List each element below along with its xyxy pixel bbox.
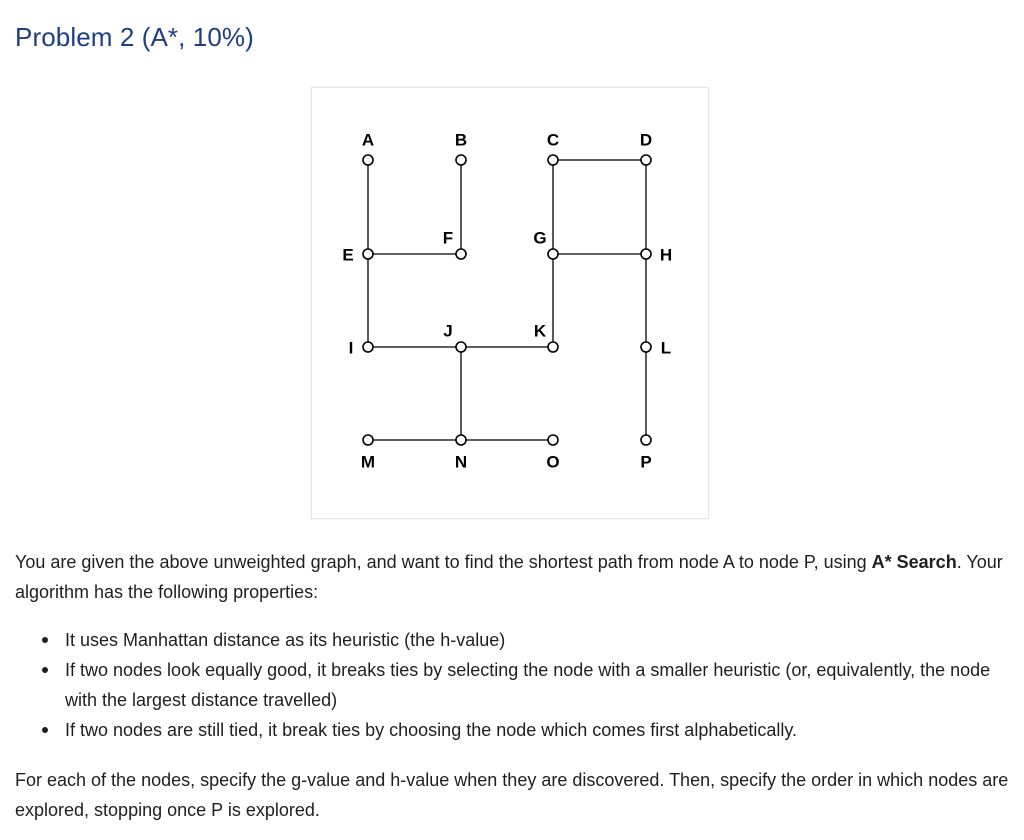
graph-figure — [311, 87, 709, 519]
node-b — [456, 155, 466, 165]
node-label-f: F — [442, 228, 454, 248]
node-label-b: B — [454, 130, 468, 150]
problem-title: Problem 2 (A*, 10%) — [15, 22, 254, 52]
intro-bold-term: A* Search — [871, 552, 957, 572]
node-e — [363, 249, 373, 259]
node-a — [363, 155, 373, 165]
node-label-n: N — [454, 452, 468, 472]
node-n — [456, 435, 466, 445]
property-item: If two nodes are still tied, it break ties by choosing the node which comes first alphabetically. — [15, 715, 1010, 745]
node-label-g: G — [533, 228, 547, 248]
node-label-o: O — [546, 452, 560, 472]
property-item: If two nodes look equally good, it breaks ties by selecting the node with a smaller heuristic (or, equivalently, the node with the largest distance travelled) — [15, 655, 1010, 715]
node-label-a: A — [361, 130, 375, 150]
node-label-c: C — [546, 130, 560, 150]
node-label-e: E — [342, 245, 354, 265]
node-label-h: H — [659, 245, 673, 265]
node-label-m: M — [360, 452, 376, 472]
node-g — [548, 249, 558, 259]
node-h — [641, 249, 651, 259]
node-label-d: D — [639, 130, 653, 150]
node-label-j: J — [443, 321, 453, 341]
node-d — [641, 155, 651, 165]
intro-paragraph — [15, 547, 1010, 607]
node-label-i: I — [348, 338, 354, 358]
node-label-k: K — [533, 321, 547, 341]
node-c — [548, 155, 558, 165]
node-l — [641, 342, 651, 352]
node-m — [363, 435, 373, 445]
node-label-l: L — [660, 338, 672, 358]
outro-paragraph: For each of the nodes, specify the g-value and h-value when they are discovered. Then, specify the order in which nodes are explored, stopping once P is explored. — [15, 770, 1009, 820]
node-f — [456, 249, 466, 259]
graph-diagram — [312, 88, 708, 518]
node-o — [548, 435, 558, 445]
node-p — [641, 435, 651, 445]
intro-text-after: . Your algorithm has the following properties: — [15, 552, 1003, 602]
node-k — [548, 342, 558, 352]
properties-list — [15, 625, 1010, 745]
node-label-p: P — [640, 452, 652, 472]
node-j — [456, 342, 466, 352]
property-item: It uses Manhattan distance as its heuristic (the h-value) — [15, 625, 1010, 655]
node-i — [363, 342, 373, 352]
intro-text-before: You are given the above unweighted graph, and want to find the shortest path from node A to node P, using — [15, 552, 872, 572]
